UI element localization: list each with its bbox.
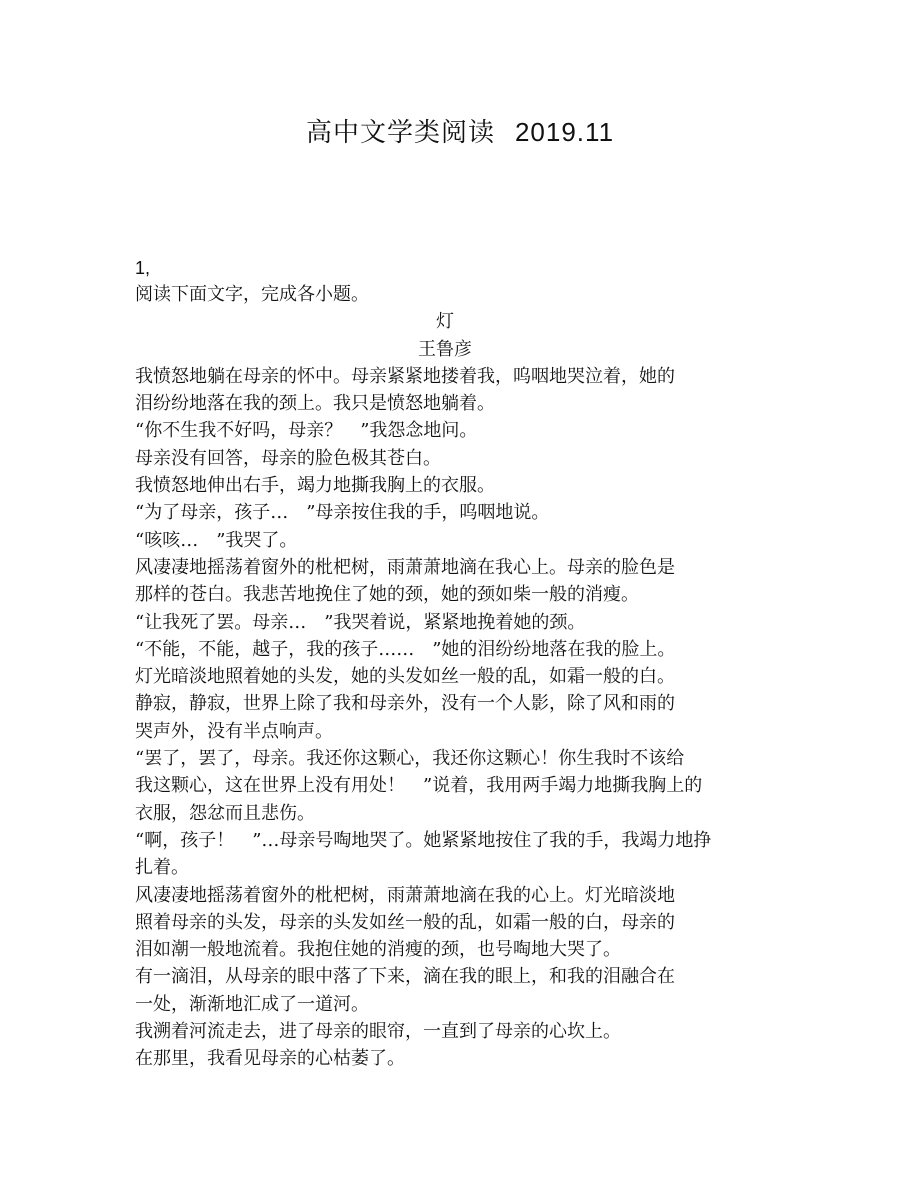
article-title: 灯 [436,311,454,333]
text-line: 风凄凄地摇荡着窗外的枇杷树，雨萧萧地滴在我心上。母亲的脸色是 [135,556,675,578]
text-line: 扎着。 [135,857,189,879]
text-line: 静寂，静寂，世界上除了我和母亲外，没有一个人影，除了风和雨的 [135,693,675,715]
text-line: 泪如潮一般地流着。我抱住她的消瘦的颈，也号啕地大哭了。 [135,939,621,961]
text-line: 泪纷纷地落在我的颈上。我只是愤怒地躺着。 [135,393,495,415]
text-line: 我愤怒地躺在母亲的怀中。母亲紧紧地搂着我，呜咽地哭泣着，她的 [135,365,675,387]
text-line: “你不生我不好吗，母亲？ ”我怨念地问。 [135,420,478,442]
question-number: 1, [135,258,151,278]
title-text: 高中文学类阅读 [305,118,495,148]
instruction: 阅读下面文字，完成各小题。 [135,284,369,305]
text-line: “啊，孩子！ ”…母亲号啕地哭了。她紧紧地按住了我的手，我竭力地挣 [135,829,712,851]
text-line: 一处，渐渐地汇成了一道河。 [135,993,369,1015]
title-year: 2019.11 [514,117,615,147]
text-line: 照着母亲的头发，母亲的头发如丝一般的乱，如霜一般的白，母亲的 [135,911,675,933]
text-line: 灯光暗淡地照着她的头发，她的头发如丝一般的乱，如霜一般的白。 [135,666,675,688]
text-line: 哭声外，没有半点响声。 [135,720,333,742]
text-line: “咳咳… ”我哭了。 [135,529,298,551]
text-line: 母亲没有回答，母亲的脸色极其苍白。 [135,447,441,469]
text-line: “罢了，罢了，母亲。我还你这颗心，我还你这颗心！你生我时不该给 [135,748,685,770]
text-line: “不能，不能，越子，我的孩子…… ”她的泪纷纷地落在我的脸上。 [135,638,676,660]
text-line: “为了母亲，孩子… ”母亲按住我的手，呜咽地说。 [135,502,550,524]
document-body [135,255,775,1073]
page-title [0,112,920,149]
article-author: 王鲁彦 [418,338,472,360]
text-line: “让我死了罢。母亲… ”我哭着说，紧紧地挽着她的颈。 [135,611,586,633]
text-line: 那样的苍白。我悲苦地挽住了她的颈，她的颈如柴一般的消瘦。 [135,584,639,606]
text-line: 风凄凄地摇荡着窗外的枇杷树，雨萧萧地滴在我的心上。灯光暗淡地 [135,884,675,906]
article-text [135,363,775,1073]
text-line: 衣服，怨忿而且悲伤。 [135,802,315,824]
text-line: 有一滴泪，从母亲的眼中落了下来，滴在我的眼上，和我的泪融合在 [135,966,675,988]
text-line: 我溯着河流走去，进了母亲的眼帘，一直到了母亲的心坎上。 [135,1021,621,1043]
text-line: 在那里，我看见母亲的心枯萎了。 [135,1048,405,1070]
text-line: 我这颗心，这在世界上没有用处！ ”说着，我用两手竭力地撕我胸上的 [135,775,703,797]
text-line: 我愤怒地伸出右手，竭力地撕我胸上的衣服。 [135,475,495,497]
